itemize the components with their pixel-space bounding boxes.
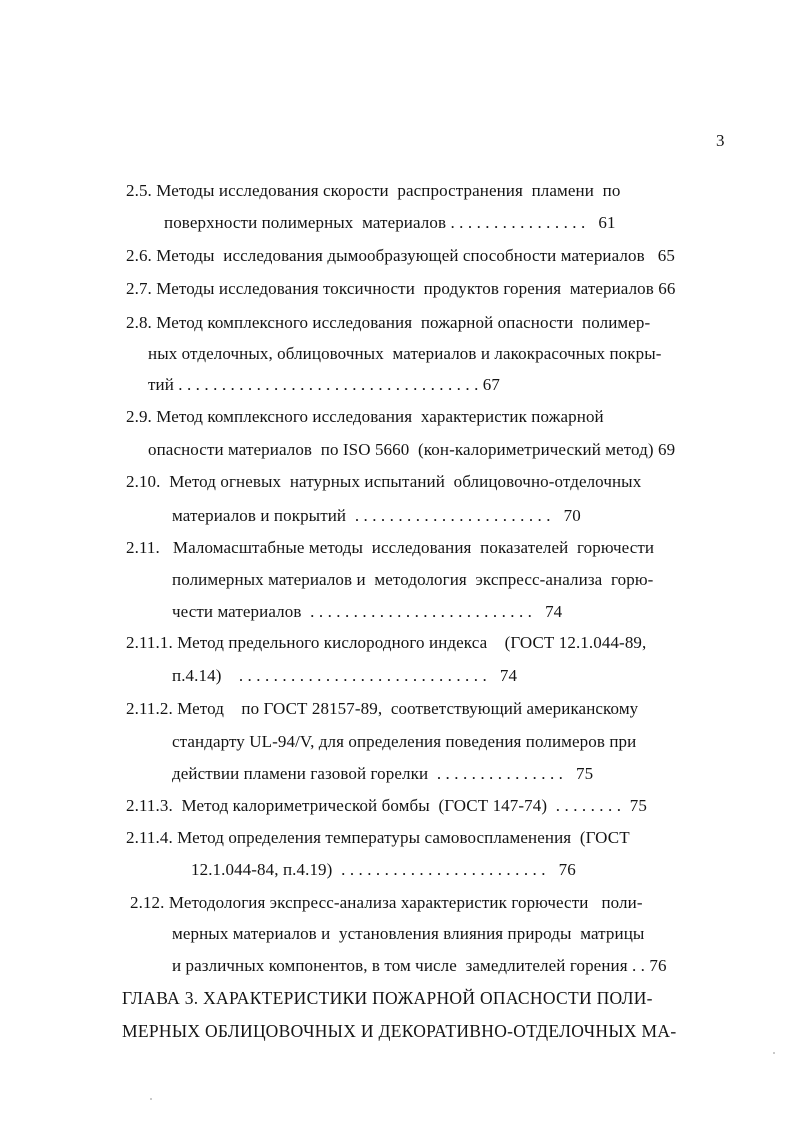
toc-entry-2-11-1-line-1: 2.11.1. Метод предельного кислородного индекса (ГОСТ 12.1.044-89, xyxy=(126,633,647,652)
toc-entry-2-11-line-1: 2.11. Маломасштабные методы исследования показателей горючести xyxy=(126,538,655,557)
toc-entry-2-11-line-2: полимерных материалов и методология экспресс-анализа горю- xyxy=(172,570,654,589)
toc-entry-2-12-line-3: и различных компонентов, в том числе замедлителей горения . . 76 xyxy=(172,956,667,975)
toc-entry-2-8-line-1: 2.8. Метод комплексного исследования пожарной опасности полимер- xyxy=(126,313,651,332)
toc-entry-2-10-line-2: материалов и покрытий . . . . . . . . . . . . . . . . . . . . . . . 70 xyxy=(172,506,581,525)
toc-entry-2-8-line-2: ных отделочных, облицовочных материалов и лакокрасочных покры- xyxy=(148,344,662,363)
toc-entry-2-11-2-line-1: 2.11.2. Метод по ГОСТ 28157-89, соответствующий американскому xyxy=(126,699,639,718)
page-number: 3 xyxy=(716,131,725,150)
toc-entry-2-11-2-line-3: действии пламени газовой горелки . . . . . . . . . . . . . . . 75 xyxy=(172,764,594,783)
toc-entry-2-11-4-line-1: 2.11.4. Метод определения температуры самовоспламенения (ГОСТ xyxy=(126,828,630,847)
toc-entry-2-10-line-1: 2.10. Метод огневых натурных испытаний облицовочно-отделочных xyxy=(126,472,642,491)
toc-entry-2-8-line-3: тий . . . . . . . . . . . . . . . . . . . . . . . . . . . . . . . . . . . 67 xyxy=(148,375,500,394)
scan-speck xyxy=(773,1052,775,1054)
toc-entry-2-11-2-line-2: стандарту UL-94/V, для определения поведения полимеров при xyxy=(172,732,637,751)
toc-entry-2-9-line-2: опасности материалов по ISO 5660 (кон-калориметрический метод) 69 xyxy=(148,440,676,459)
scan-speck xyxy=(150,1098,152,1100)
toc-entry-2-5-line-2: поверхности полимерных материалов . . . . . . . . . . . . . . . . 61 xyxy=(164,213,616,232)
chapter-3-heading-line-1: ГЛАВА 3. ХАРАКТЕРИСТИКИ ПОЖАРНОЙ ОПАСНОСТИ ПОЛИ- xyxy=(122,988,653,1008)
toc-entry-2-5-line-1: 2.5. Методы исследования скорости распространения пламени по xyxy=(126,181,621,200)
toc-entry-2-12-line-2: мерных материалов и установления влияния природы матрицы xyxy=(172,924,645,943)
toc-entry-2-12-line-1: 2.12. Методология экспресс-анализа характеристик горючести поли- xyxy=(130,893,643,912)
toc-entry-2-11-3: 2.11.3. Метод калориметрической бомбы (ГОСТ 147-74) . . . . . . . . 75 xyxy=(126,796,647,815)
toc-entry-2-9-line-1: 2.9. Метод комплексного исследования характеристик пожарной xyxy=(126,407,604,426)
toc-entry-2-11-4-line-2: 12.1.044-84, п.4.19) . . . . . . . . . . . . . . . . . . . . . . . . 76 xyxy=(191,860,576,879)
toc-entry-2-11-1-line-2: п.4.14) . . . . . . . . . . . . . . . . . . . . . . . . . . . . . 74 xyxy=(172,666,518,685)
toc-entry-2-11-line-3: чести материалов . . . . . . . . . . . . . . . . . . . . . . . . . . 74 xyxy=(172,602,563,621)
toc-entry-2-6: 2.6. Методы исследования дымообразующей способности материалов 65 xyxy=(126,246,675,265)
toc-entry-2-7: 2.7. Методы исследования токсичности продуктов горения материалов 66 xyxy=(126,279,676,298)
chapter-3-heading-line-2: МЕРНЫХ ОБЛИЦОВОЧНЫХ И ДЕКОРАТИВНО-ОТДЕЛОЧНЫХ МА- xyxy=(122,1021,677,1041)
